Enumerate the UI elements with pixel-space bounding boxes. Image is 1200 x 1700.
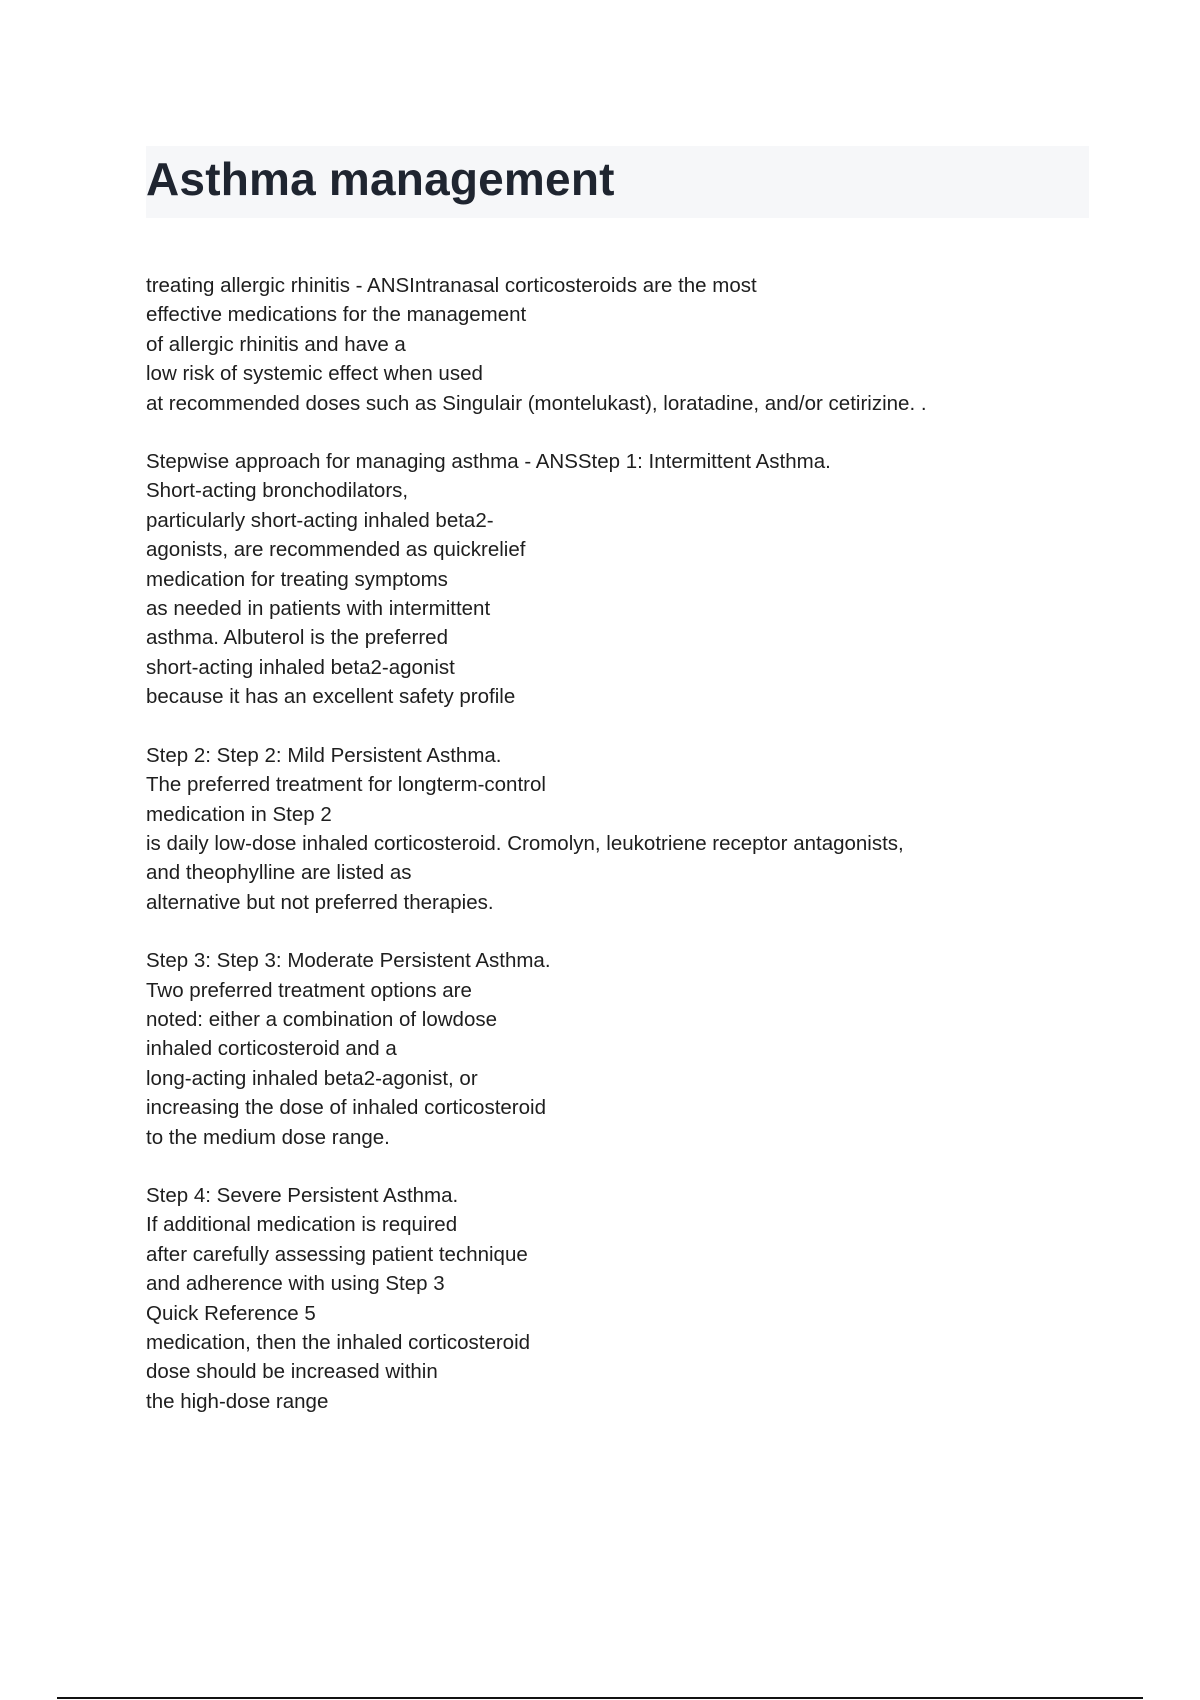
text-line: noted: either a combination of lowdose [146,1007,498,1031]
text-line: inhaled corticosteroid and a [146,1037,397,1061]
text-line: effective medications for the management [146,303,527,327]
text-line: after carefully assessing patient technique [146,1242,528,1266]
text-line: Two preferred treatment options are [146,978,472,1002]
text-line: Quick Reference 5 [146,1301,316,1325]
text-line: particularly short-acting inhaled beta2- [146,508,494,532]
paragraph-allergic-rhinitis [146,271,1106,418]
text-line: is daily low-dose inhaled corticosteroid. Cromolyn, leukotriene receptor antagonists, [146,831,904,855]
text-line: dose should be increased within [146,1360,438,1384]
text-line: short-acting inhaled beta2-agonist [146,655,455,679]
page-title: Asthma management [146,153,615,205]
text-line: treating allergic rhinitis - ANSIntranasal corticosteroids are the most [146,274,757,297]
paragraph-step-4 [146,1181,1106,1416]
text-line: Step 3: Step 3: Moderate Persistent Asthma. [146,949,551,973]
text-line: Step 4: Severe Persistent Asthma. [146,1183,459,1207]
text-line: Stepwise approach for managing asthma - ANSStep 1: Intermittent Asthma. [146,450,831,474]
page-bottom-rule [57,1697,1143,1699]
text-line: of allergic rhinitis and have a [146,332,406,356]
paragraph-step-1 [146,447,1106,712]
text-line: at recommended doses such as Singulair (montelukast), loratadine, and/or cetirizine. . [146,391,927,415]
text-line: increasing the dose of inhaled corticosteroid [146,1096,546,1120]
text-line: low risk of systemic effect when used [146,362,483,386]
paragraph-step-3 [146,946,1106,1152]
title-banner [146,146,1089,218]
text-line: and adherence with using Step 3 [146,1272,445,1296]
document-body [146,271,1106,1445]
text-line: agonists, are recommended as quickrelief [146,538,526,562]
text-line: Short-acting bronchodilators, [146,479,409,503]
text-line: Step 2: Step 2: Mild Persistent Asthma. [146,743,502,767]
text-line: as needed in patients with intermittent [146,597,491,621]
text-line: the high-dose range [146,1389,329,1413]
text-line: asthma. Albuterol is the preferred [146,626,448,650]
text-line: long-acting inhaled beta2-agonist, or [146,1066,478,1090]
text-line: alternative but not preferred therapies. [146,890,494,914]
text-line: The preferred treatment for longterm-control [146,773,546,797]
text-line: to the medium dose range. [146,1125,390,1149]
text-line: and theophylline are listed as [146,861,412,885]
text-line: because it has an excellent safety profile [146,685,516,709]
text-line: medication in Step 2 [146,802,332,826]
paragraph-step-2 [146,741,1106,917]
text-line: medication for treating symptoms [146,567,448,591]
text-line: If additional medication is required [146,1213,458,1237]
text-line: medication, then the inhaled corticosteroid [146,1331,531,1354]
